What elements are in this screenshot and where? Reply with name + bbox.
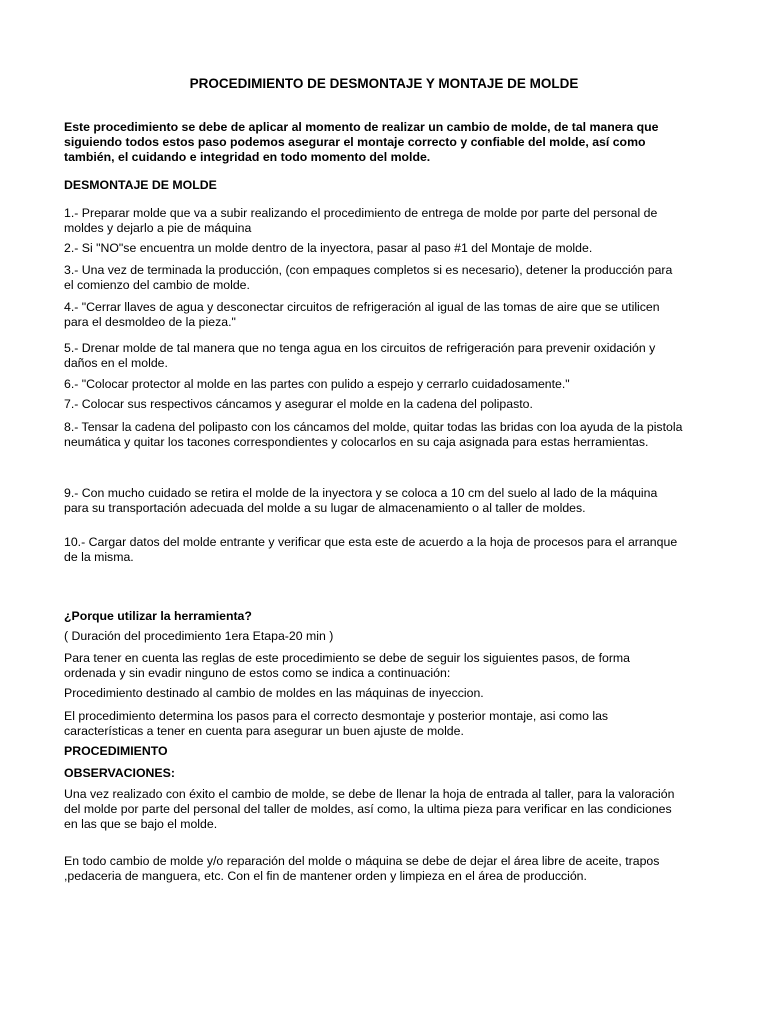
- step-10: 10.- Cargar datos del molde entrante y verificar que esta este de acuerdo a la hoja de procesos para el arranque de la misma.: [64, 535, 678, 564]
- desmontaje-heading: DESMONTAJE DE MOLDE: [64, 178, 217, 192]
- step-6: 6.- "Colocar protector al molde en las partes con pulido a espejo y cerrarlo cuidadosamente.": [64, 377, 570, 391]
- observaciones-heading: OBSERVACIONES:: [64, 766, 175, 780]
- determina-paragraph: El procedimiento determina los pasos para el correcto desmontaje y posterior montaje, asi como las características a tener en cuenta para asegurar un buen ajuste de molde.: [64, 709, 609, 738]
- step-3: 3.- Una vez de terminada la producción, (con empaques completos si es necesario), detener la producción para el comienzo del cambio de molde.: [64, 263, 673, 292]
- porque-heading: ¿Porque utilizar la herramienta?: [64, 609, 252, 623]
- observacion-1: Una vez realizado con éxito el cambio de molde, se debe de llenar la hoja de entrada al taller, para la valoración del molde por parte del personal del taller de moldes, así como, la ultima pieza para verificar en las condiciones en las que se bajo el molde.: [64, 787, 675, 831]
- destinado-paragraph: Procedimiento destinado al cambio de moldes en las máquinas de inyeccion.: [64, 686, 484, 700]
- step-8: 8.- Tensar la cadena del polipasto con los cáncamos del molde, quitar todas las bridas con loa ayuda de la pistola neumática y quitar los tacones correspondientes y colocarlos en su caja asignada para estas herramientas.: [64, 420, 683, 449]
- para-tener-paragraph: Para tener en cuenta las reglas de este procedimiento se debe de seguir los siguientes pasos, de forma ordenada y sin evadir ninguno de estos como se indica a continuación:: [64, 651, 630, 680]
- step-2: 2.- Si "NO"se encuentra un molde dentro de la inyectora, pasar al paso #1 del Montaje de molde.: [64, 241, 593, 255]
- step-7: 7.- Colocar sus respectivos cáncamos y asegurar el molde en la cadena del polipasto.: [64, 397, 533, 411]
- intro-paragraph: Este procedimiento se debe de aplicar al momento de realizar un cambio de molde, de tal manera que siguiendo todos estos paso podemos asegurar el montaje correcto y confiable del molde, así como también, el cuidando e integridad en todo momento del molde.: [64, 120, 659, 164]
- observacion-2: En todo cambio de molde y/o reparación del molde o máquina se debe de dejar el área libre de aceite, trapos ,pedaceria de manguera, etc. Con el fin de mantener orden y limpieza en el área de producción.: [64, 854, 660, 883]
- step-4: 4.- "Cerrar llaves de agua y desconectar circuitos de refrigeración al igual de las tomas de aire que se utilicen para el desmoldeo de la pieza.": [64, 300, 660, 329]
- procedimiento-heading: PROCEDIMIENTO: [64, 744, 168, 758]
- step-5: 5.- Drenar molde de tal manera que no tenga agua en los circuitos de refrigeración para prevenir oxidación y daños en el molde.: [64, 341, 656, 370]
- step-9: 9.- Con mucho cuidado se retira el molde de la inyectora y se coloca a 10 cm del suelo al lado de la máquina para su transportación adecuada del molde a su lugar de almacenamiento o al taller de moldes.: [64, 486, 658, 515]
- duracion-text: ( Duración del procedimiento 1era Etapa-20 min ): [64, 629, 334, 643]
- document-title: PROCEDIMIENTO DE DESMONTAJE Y MONTAJE DE MOLDE: [189, 76, 579, 91]
- step-1: 1.- Preparar molde que va a subir realizando el procedimiento de entrega de molde por parte del personal de moldes y dejarlo a pie de máquina: [64, 206, 658, 235]
